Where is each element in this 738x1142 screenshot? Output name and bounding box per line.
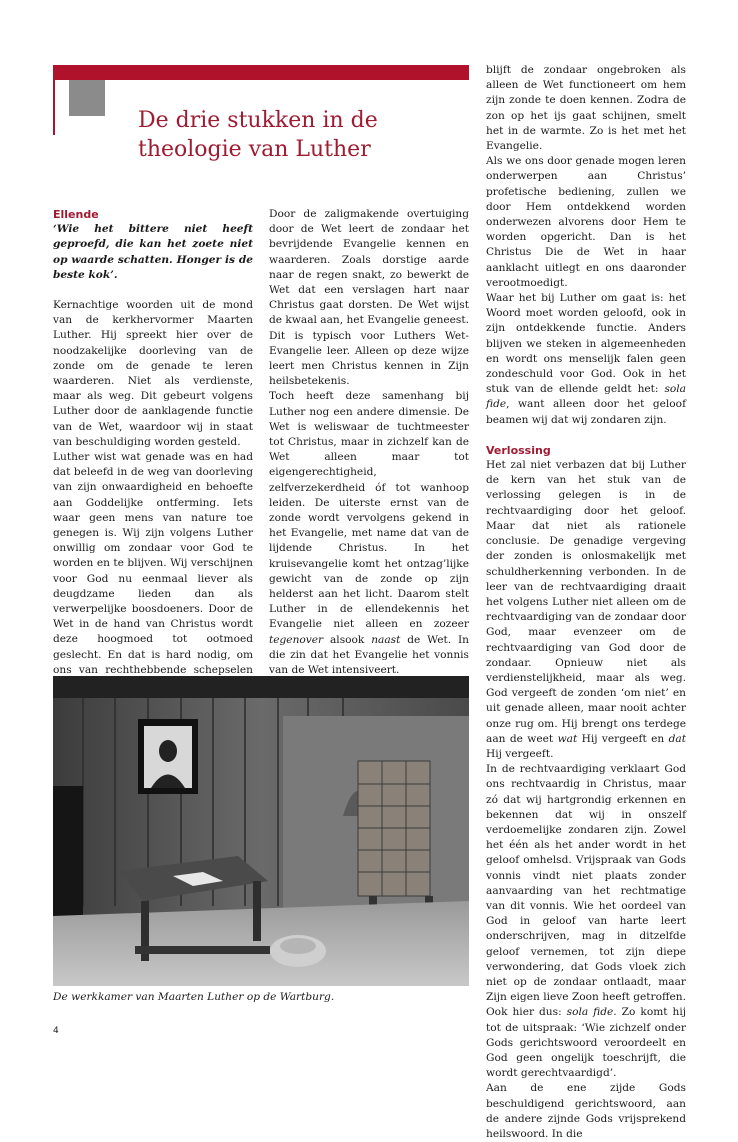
paragraph: Luther wist wat genade was en had dat beleefd in de weg van doorleving van zijn onwaardigheid en behoefte aan Goddelijke ontferming. Iets waar geen mens van nature toe genegen is. Wij zijn volgens Luther onwillig om zondaar voor God te worden en te blijven. Wij verschijnen voor God nu eenmaal liever als deugdzame lieden dan als verwerpelijke boosdoeners. Door de Wet in de hand van Christus wordt deze hoogmoed tot ootmoed geslecht. En dat is hard nodig, om ons van rechthebbende schepselen	[53, 451, 253, 676]
paragraph: Als we ons door genade mogen leren onderwerpen aan Christus’ profetische bediening, zullen we door Hem ontdekkend worden onderwezen alvorens door Hem te worden opgericht. Dan is het Christus Die de Wet in haar aanklacht uitlegt en ons daaronder verootmoedigt.	[486, 155, 686, 289]
header-red-rule	[53, 80, 55, 135]
emphasis: naast	[371, 633, 401, 646]
text-span: In de rechtvaardiging verklaart God ons rechtvaardig in Christus, maar zó dat wij hartgrondig erkennen en bekennen dat wij in onszelf verdoemelijke zondaren zijn. Zowel het één als het ander wordt in het geloof omhelsd. Vrijspraak van Gods vonnis vindt niet plaats zonder aanvaarding van het rechtmatige van dit vonnis. Wie het oordeel van God in geloof van harte leert onderschrijven, mag in ditzelfde geloof vernemen, tot zijn diepe verwondering, dat Gods vloek zich niet op de zondaar ontlaadt, maar Zijn eigen lieve Zoon heeft getroffen. Ook hier dus:	[486, 763, 686, 1019]
text-span: Waar het bij Luther om gaat is: het Woord moet worden geloofd, ook in zijn ontdekkende functie. Anders blijven we steken in algemeenheden en wordt ons menselijk falen geen zondeschuld voor God. Ook in het stuk van de ellende geldt het:	[486, 292, 686, 396]
opening-quote: ‘Wie het bittere niet heeft geproefd, die kan het zoete niet op waarde schatten. Honger is de beste kok’.	[53, 223, 253, 281]
text-span: alsook	[323, 633, 372, 646]
photo-luther-study	[53, 676, 469, 986]
emphasis: sola fide.	[566, 1006, 617, 1019]
text-span: Zo komt hij tot de uitspraak: ‘Wie zichzelf onder Gods gerichtswoord veroordeelt en God geen ongelijk toeschrijft, die wordt gerechtvaardigd’.	[486, 1006, 687, 1080]
paragraph	[486, 291, 686, 428]
paragraph: Door de zaligmakende overtuiging door de Wet leert de zondaar het bevrijdende Evangelie kennen en waarderen. Zoals dorstige aarde naar de regen snakt, zo bewerkt de Wet dat een verslagen hart naar Christus gaat dorsten. De Wet wijst de kwaal aan, het Evangelie geneest. Dit is typisch voor Luthers Wet-Evangelie leer. Alleen op deze wijze leert men Christus kennen in Zijn heilsbetekenis.	[269, 208, 469, 388]
paragraph: Aan de ene zijde Gods beschuldigend gerichtswoord, aan de andere zijnde Gods vrijsprekend heilswoord. In die	[486, 1082, 686, 1141]
photo-caption: De werkkamer van Maarten Luther op de Wartburg.	[53, 991, 335, 1003]
paragraph	[269, 389, 469, 678]
emphasis: dat	[668, 732, 686, 745]
paragraph	[486, 458, 686, 762]
text-span: Toch heeft deze samenhang bij Luther nog een andere dimensie. De Wet is weliswaar de tuchtmeester tot Christus, maar in zichzelf kan de Wet alleen maar tot eigengerechtigheid, zelfverzekerdheid óf tot wanhoop leiden. De uiterste ernst van de zonde wordt vervolgens gekend in het Evangelie, met name dat van de lijdende Christus. In het kruisevangelie komt het ontzag’lijke gewicht van de zonde op zijn helderst aan het licht. Daarom stelt Luther in de ellendekennis het Evangelie niet alleen en zozeer	[269, 390, 469, 631]
header-white-gap	[105, 80, 123, 116]
page-number: 4	[53, 1026, 59, 1036]
section-heading-verlossing: Verlossing	[486, 443, 551, 457]
column-1	[53, 207, 253, 724]
header-grey-square	[69, 80, 105, 116]
header-red-bar	[53, 65, 469, 80]
text-span: Het zal niet verbazen dat bij Luther de kern van het stuk van de verlossing gelegen is in de rechtvaardiging door het geloof. Maar dat niet als rationele conclusie. De genadige vergeving der zonden is onlosmakelijk met schuldherkenning verbonden. In de leer van de rechtvaardiging draait het volgens Luther niet alleen om de rechtvaardiging van de zondaar door God, maar evenzeer om de rechtvaardiging van God door de zondaar. Opnieuw niet als verdienstelijkheid, maar als weg. God vergeeft de zonden ‘om niet’ en uit genade alleen, maar nooit achter onze rug om. Hij brengt ons terdege aan de weet	[486, 459, 686, 745]
emphasis: tegenover	[269, 633, 324, 646]
emphasis: wat	[557, 732, 578, 745]
column-3	[486, 63, 686, 1142]
text-span: Hij vergeeft en	[577, 732, 669, 745]
text-span: Hij vergeeft.	[486, 747, 554, 760]
photo-illustration	[53, 676, 469, 986]
paragraph	[486, 762, 686, 1081]
article-title: De drie stukken in de theologie van Luther	[138, 108, 378, 162]
paragraph: blijft de zondaar ongebroken als alleen de Wet functioneert om hem zijn zonde te doen kennen. Zodra de zon op het ijs gaat schijnen, smelt het in de warmte. Zo is het met het Evangelie.	[486, 64, 686, 153]
section-heading-ellende: Ellende	[53, 208, 99, 221]
paragraph: Kernachtige woorden uit de mond van de kerkhervormer Maarten Luther. Hij spreekt hier over de noodzakelijke doorleving van de zonde om de genade te leren waarderen. Niet als verdienste, maar als weg. Dit gebeurt volgens Luther door de aanklagende functie van de Wet, waardoor wij in staat van beschuldiging worden gesteld.	[53, 299, 253, 448]
emphasis: sola fide	[486, 383, 686, 411]
column-2	[269, 207, 469, 739]
text-span: de Wet. In die zin dat het Evangelie het vonnis van de Wet intensiveert.	[269, 633, 469, 677]
text-span: , want alleen door het geloof beamen wij dat wij zondaren zijn.	[486, 398, 686, 426]
